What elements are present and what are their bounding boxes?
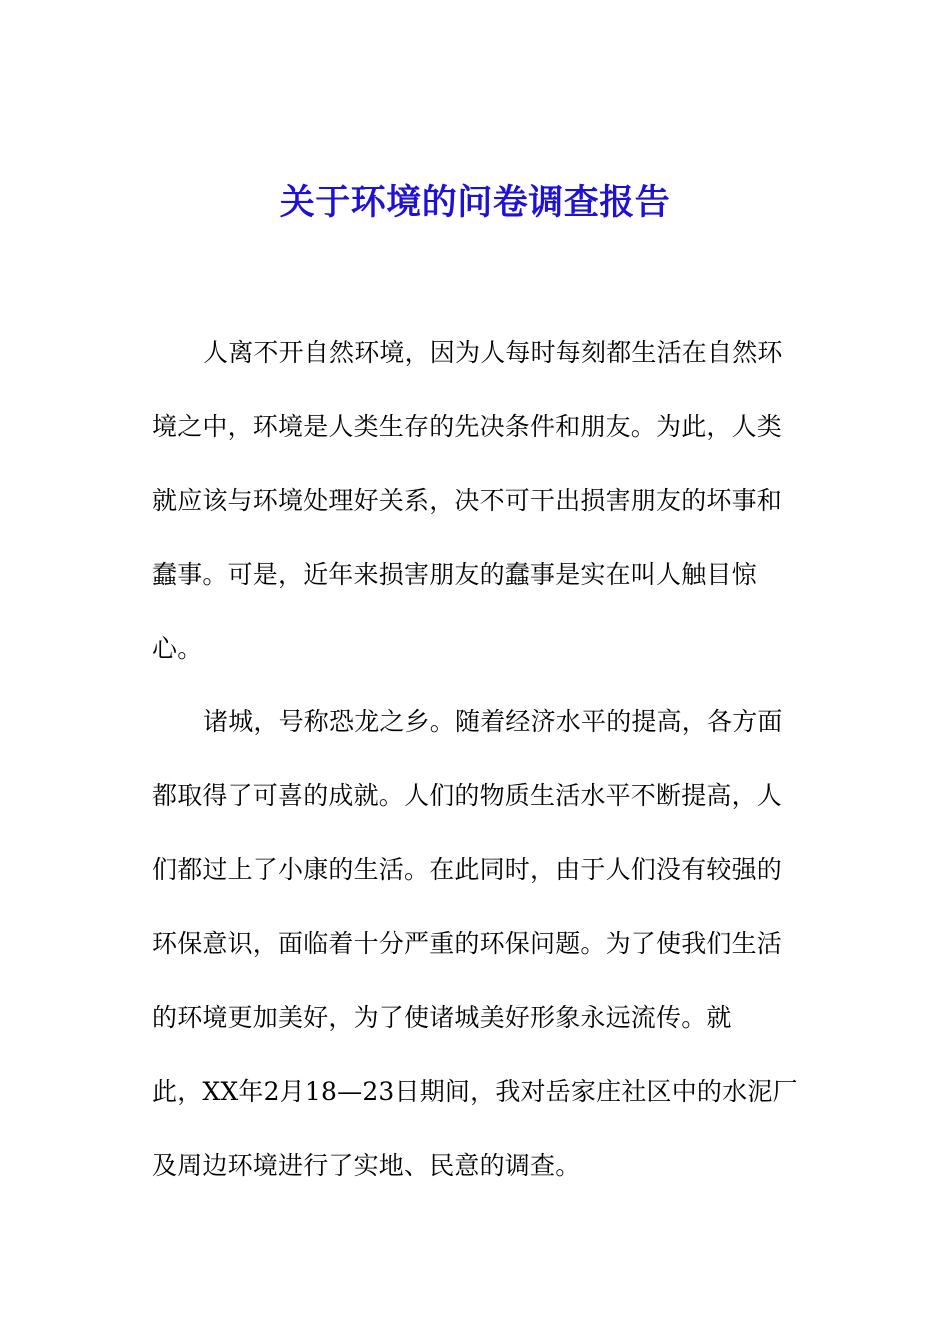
- paragraph-line: 蠢事。可是，近年来损害朋友的蠢事是实在叫人触目惊: [152, 559, 757, 589]
- paragraph-line: 此，XX年2月18—23日期间，我对岳家庄社区中的水泥厂: [152, 1076, 798, 1106]
- document-title: 关于环境的问卷调查报告: [279, 182, 671, 223]
- paragraph-line: 都取得了可喜的成就。人们的物质生活水平不断提高，人: [152, 781, 783, 811]
- paragraph-line: 境之中，环境是人类生存的先决条件和朋友。为此，人类: [152, 411, 783, 441]
- paragraph-line: 们都过上了小康的生活。在此同时，由于人们没有较强的: [152, 855, 783, 885]
- paragraph-1: [152, 330, 812, 699]
- paragraph-line: 就应该与环境处理好关系，决不可干出损害朋友的坏事和: [152, 485, 783, 515]
- paragraph-line: 环保意识，面临着十分严重的环保问题。为了使我们生活: [152, 929, 783, 959]
- paragraph-line: 心。: [152, 633, 203, 663]
- paragraph-line: 的环境更加美好，为了使诸城美好形象永远流传。就: [152, 1003, 732, 1033]
- paragraph-2: [152, 699, 812, 1216]
- paragraph-line: 诸城，号称恐龙之乡。随着经济水平的提高，各方面: [203, 707, 783, 737]
- paragraph-line: 人离不开自然环境，因为人每时每刻都生活在自然环: [203, 338, 783, 367]
- document-body: [152, 330, 812, 1217]
- paragraph-line: 及周边环境进行了实地、民意的调查。: [152, 1150, 581, 1180]
